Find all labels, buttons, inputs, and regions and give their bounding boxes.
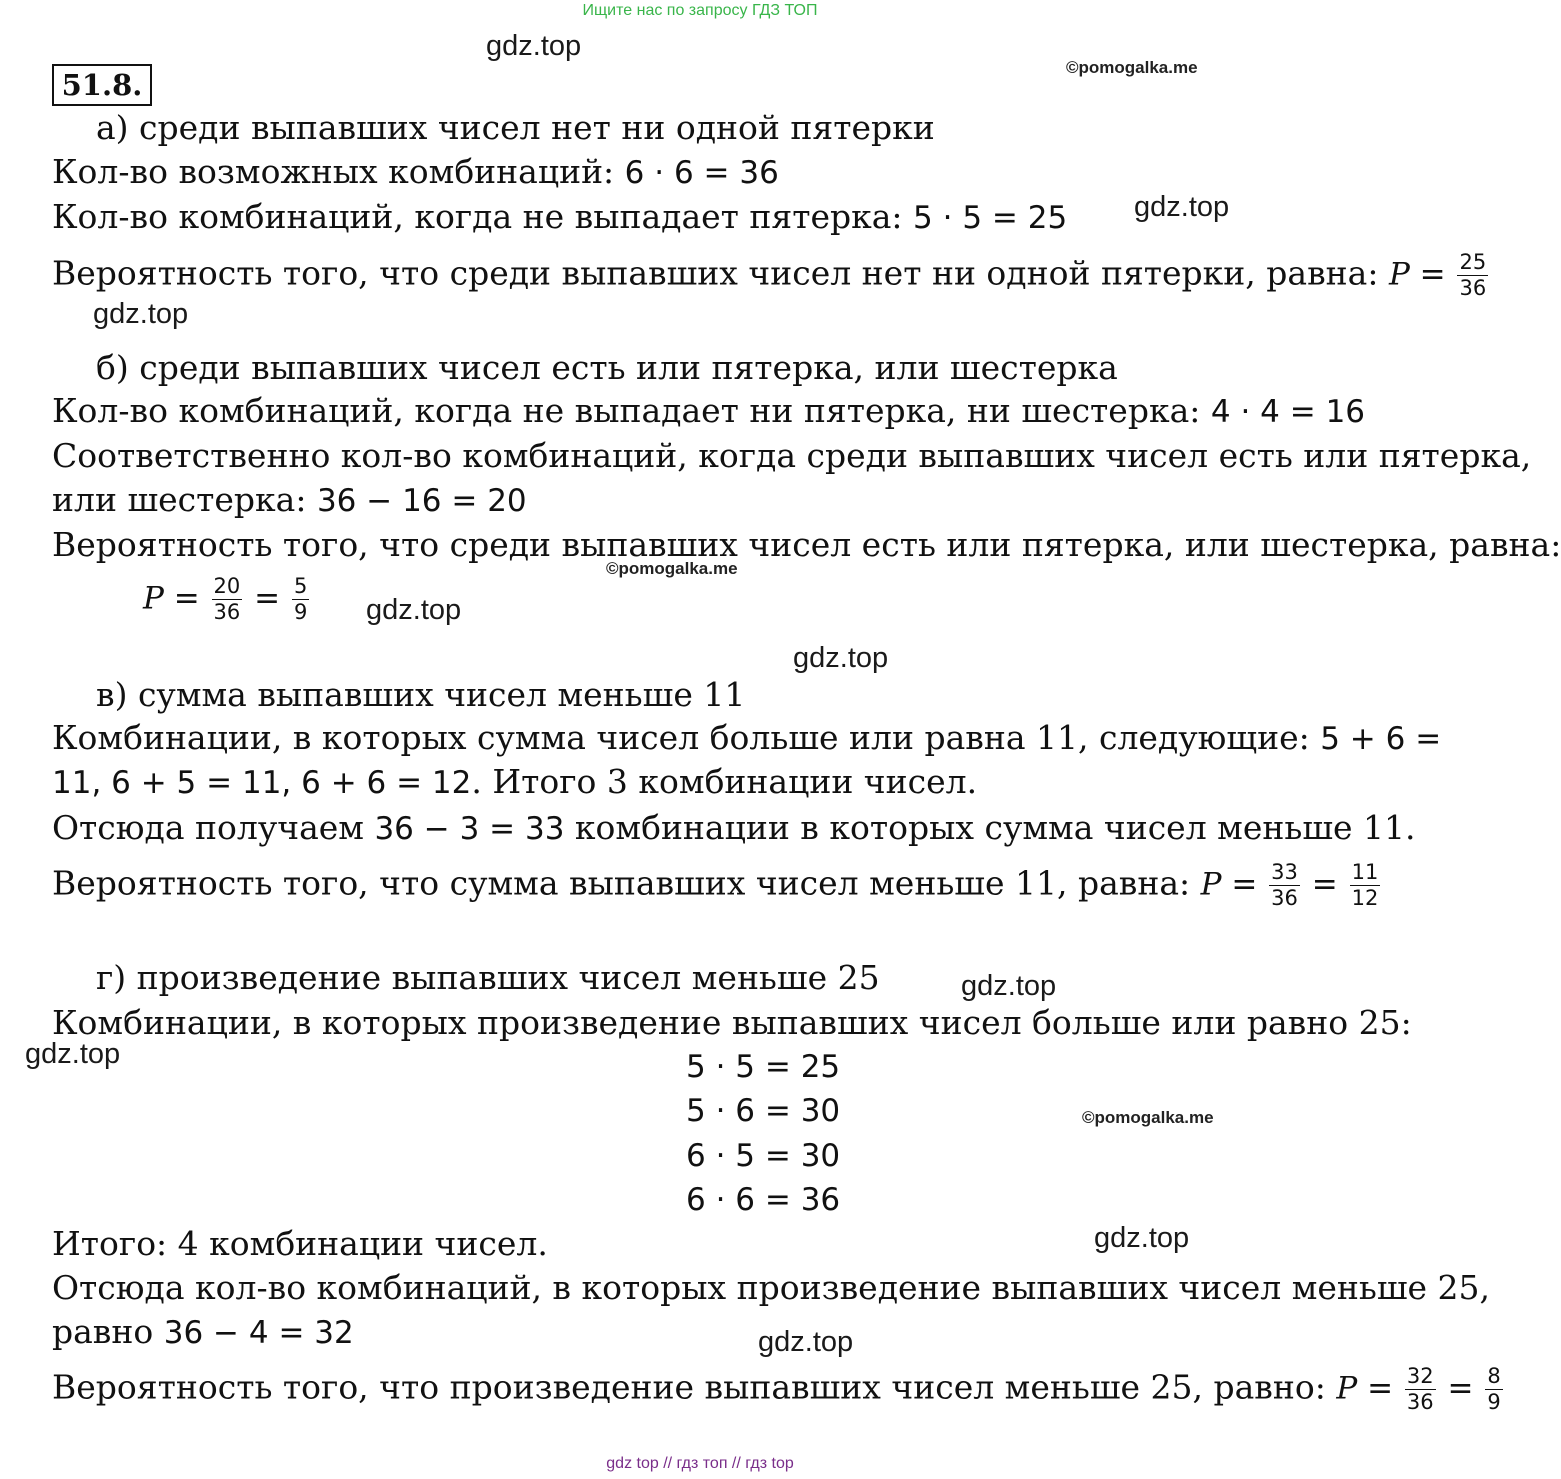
equals: =: [1437, 1370, 1484, 1407]
watermark-gdz: gdz.top: [93, 298, 189, 330]
p-symbol: P: [1200, 866, 1222, 903]
numerator: 32: [1406, 1364, 1434, 1388]
label: комбинации в которых сумма чисел меньше 11.: [564, 808, 1416, 847]
part-g-heading: г) произведение выпавших чисел меньше 25: [96, 958, 880, 997]
fraction: [212, 574, 243, 625]
watermark-gdz: gdz.top: [1134, 191, 1230, 223]
watermark-pomogalka: ©pomogalka.me: [1066, 58, 1198, 77]
part-v-hence-line: [52, 808, 1416, 849]
denominator: 36: [1406, 1390, 1434, 1414]
fraction: [1269, 860, 1300, 911]
part-b-resp-line1: Соответственно кол-во комбинаций, когда среди выпавших чисел есть или пятерка,: [52, 436, 1532, 475]
numerator: 33: [1271, 860, 1298, 884]
bottom-links[interactable]: gdz top // гдз топ // гдз top: [606, 1455, 794, 1472]
math-expr: 5 · 5 = 25: [913, 200, 1068, 236]
denominator: 12: [1351, 886, 1379, 910]
label: Вероятность того, что произведение выпавших чисел меньше 25, равно:: [52, 1367, 1337, 1407]
part-v-comb-line1: [52, 718, 1441, 759]
fraction: [1485, 1364, 1502, 1415]
part-b-probability-label: Вероятность того, что среди выпавших чисел есть или пятерка, или шестерка, равна:: [52, 525, 1561, 564]
fraction: [1457, 250, 1488, 301]
numerator: 25: [1459, 250, 1487, 274]
p-symbol: P: [1336, 1370, 1358, 1407]
equals: =: [1409, 256, 1456, 293]
math-expr: 4 · 4 = 16: [1210, 394, 1366, 430]
math-expr: 6 · 6 = 36: [624, 155, 779, 191]
math-expr: 5 + 6 =: [1320, 721, 1442, 757]
part-a-heading: а) среди выпавших чисел нет ни одной пятерки: [96, 108, 935, 147]
part-v-heading: в) сумма выпавших чисел меньше 11: [96, 675, 746, 714]
equals: =: [1221, 866, 1268, 903]
part-v-probability-line: [52, 860, 1382, 911]
label: Вероятность того, что среди выпавших чисел нет ни одной пятерки, равна:: [52, 253, 1389, 293]
problem-number: 51.8.: [52, 64, 152, 106]
denominator: 36: [213, 600, 241, 624]
label: или шестерка:: [52, 480, 317, 519]
equals: =: [1357, 1370, 1403, 1407]
label: Комбинации, в которых сумма чисел больше или равна 11, следующие:: [52, 718, 1321, 757]
denominator: 9: [293, 600, 308, 624]
numerator: 20: [213, 574, 241, 598]
watermark-pomogalka: ©pomogalka.me: [606, 559, 738, 578]
math-expr: 11, 6 + 5 = 11, 6 + 6 = 12: [52, 765, 472, 801]
watermark-gdz: gdz.top: [961, 970, 1057, 1002]
numerator: 5: [293, 574, 308, 598]
label: Кол-во возможных комбинаций:: [52, 152, 625, 191]
fraction: [1350, 860, 1381, 911]
combo-line: 6 · 6 = 36: [686, 1182, 841, 1218]
denominator: 36: [1459, 276, 1487, 300]
label: Отсюда получаем: [52, 808, 375, 847]
watermark-gdz: gdz.top: [1094, 1222, 1190, 1254]
combo-line: 5 · 5 = 25: [686, 1049, 841, 1085]
equals: =: [244, 580, 290, 617]
watermark-gdz: gdz.top: [486, 30, 582, 62]
numerator: 11: [1351, 860, 1379, 884]
math-expr: 36 − 3 = 33: [374, 811, 565, 847]
label: равно: [52, 1312, 164, 1351]
part-b-resp-line2: [52, 480, 527, 521]
part-g-probability-line: [52, 1364, 1505, 1415]
fraction: [1405, 1364, 1436, 1415]
p-symbol: P: [143, 580, 164, 617]
label: Кол-во комбинаций, когда не выпадает ни пятерка, ни шестерка:: [52, 391, 1211, 430]
p-symbol: P: [1388, 256, 1410, 293]
part-b-heading: б) среди выпавших чисел есть или пятерка, или шестерка: [96, 348, 1118, 387]
denominator: 36: [1271, 886, 1298, 910]
equals: =: [163, 580, 210, 617]
part-g-comb-label: Комбинации, в которых произведение выпавших чисел больше или равно 25:: [52, 1003, 1412, 1042]
fraction: [292, 574, 309, 625]
top-banner[interactable]: Ищите нас по запросу ГДЗ ТОП: [582, 2, 818, 19]
part-a-probability-line: [52, 250, 1490, 301]
watermark-gdz: gdz.top: [758, 1326, 854, 1358]
part-g-hence-line2: [52, 1312, 354, 1353]
label: Вероятность того, что сумма выпавших чисел меньше 11, равна:: [52, 863, 1201, 903]
math-expr: 36 − 4 = 32: [163, 1315, 354, 1351]
label: . Итого 3 комбинации чисел.: [471, 762, 978, 801]
part-a-total-line: [52, 152, 779, 193]
watermark-pomogalka: ©pomogalka.me: [1082, 1108, 1214, 1127]
watermark-gdz: gdz.top: [25, 1038, 121, 1070]
part-b-no56-line: [52, 391, 1365, 432]
part-g-total: Итого: 4 комбинации чисел.: [52, 1224, 548, 1263]
part-a-no5-line: [52, 197, 1067, 238]
combo-line: 5 · 6 = 30: [686, 1093, 841, 1129]
equals: =: [1301, 866, 1348, 903]
math-expr: 36 − 16 = 20: [316, 483, 527, 519]
numerator: 8: [1487, 1364, 1501, 1388]
watermark-gdz: gdz.top: [793, 642, 889, 674]
combo-line: 6 · 5 = 30: [686, 1138, 841, 1174]
denominator: 9: [1487, 1390, 1501, 1414]
part-b-probability-formula: [143, 574, 311, 625]
part-v-comb-line2: [52, 762, 977, 803]
watermark-gdz: gdz.top: [366, 594, 462, 626]
part-g-hence-line1: Отсюда кол-во комбинаций, в которых произведение выпавших чисел меньше 25,: [52, 1268, 1491, 1307]
label: Кол-во комбинаций, когда не выпадает пятерка:: [52, 197, 914, 236]
